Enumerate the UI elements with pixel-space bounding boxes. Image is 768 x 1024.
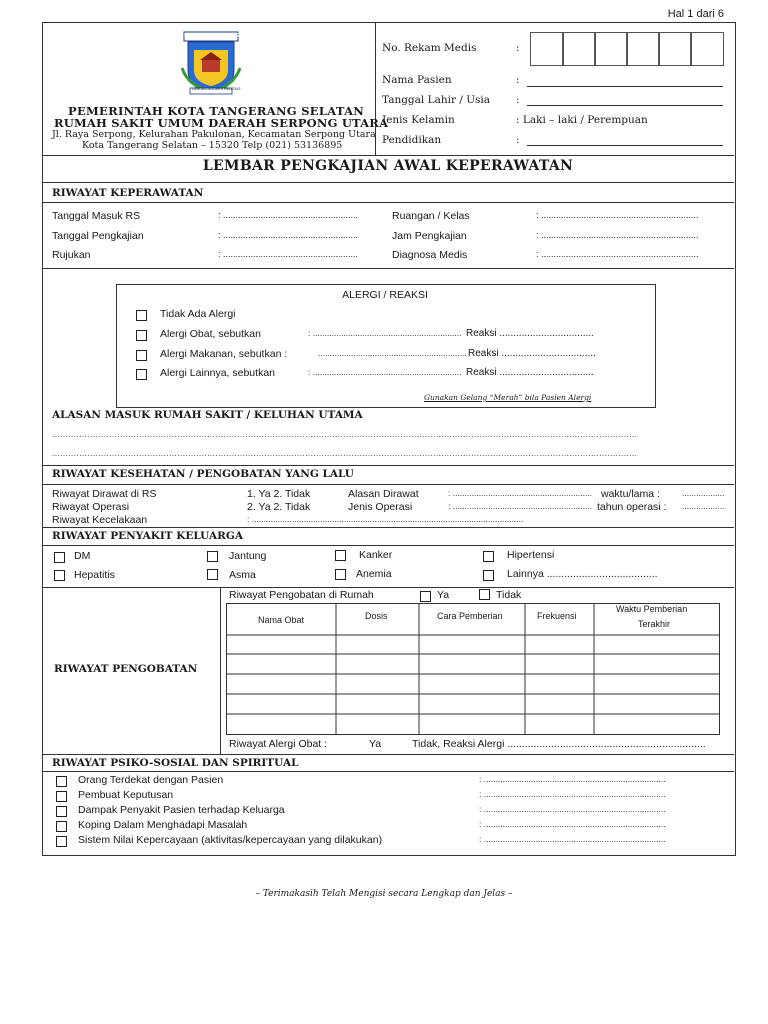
rujukan-label: Rujukan [52,249,91,261]
alergi-title: ALERGI / REAKSI [342,289,428,301]
alergi-obat-riwayat-label: Riwayat Alergi Obat : [229,738,328,750]
waktu-lama-label: waktu/lama : [601,488,660,500]
divider [42,527,734,528]
checkbox-kanker[interactable] [335,550,346,561]
alergi-obat-field[interactable]: : ............................................................... [308,328,462,338]
checkbox-dampak-penyakit[interactable] [56,806,67,817]
pendidikan-label: Pendidikan [382,134,442,146]
jam-label: Jam Pengkajian [392,230,467,242]
checkbox-alergi-obat[interactable] [136,330,147,341]
dirawat-options[interactable]: 1. Ya 2. Tidak [247,488,311,500]
psiko-sosial-heading: RIWAYAT PSIKO-SOSIAL DAN SPIRITUAL [52,757,299,769]
tgl-pengkajian-field[interactable]: : ...................................................... [218,230,359,240]
tgl-masuk-label: Tanggal Masuk RS [52,210,141,222]
diagnosa-field[interactable]: : ............................................................... [536,249,699,259]
jenis-operasi-label: Jenis Operasi [348,501,413,513]
diagnosa-label: Diagnosa Medis [392,249,468,261]
alergi-obat-tidak[interactable]: Tidak, Reaksi Alergi .................................................................... [412,738,706,750]
psiko-field[interactable]: : ............................................................................. [479,789,666,799]
jenis-kelamin-value: : Laki – laki / Perempuan [516,114,648,126]
ruangan-field[interactable]: : ............................................................... [536,210,699,220]
alergi-makanan-label: Alergi Makanan, sebutkan : [160,348,288,360]
psiko-field[interactable]: : ............................................................................. [479,804,666,814]
alasan-dirawat-field[interactable]: : ........................................................... [448,488,593,498]
rekam-medis-digit[interactable] [626,32,660,66]
form-title: LEMBAR PENGKAJIAN AWAL KEPERAWATAN [202,158,574,174]
checkbox-hipertensi[interactable] [483,551,494,562]
pengobatan-tidak-label: Tidak [496,589,522,601]
pengobatan-divider [220,587,221,754]
pengobatan-rumah-label: Riwayat Pengobatan di Rumah [229,589,374,601]
colon: : [516,134,520,146]
rekam-medis-digit[interactable] [658,32,692,66]
footer-note: – Terimakasih Telah Mengisi secara Lengkap dan Jelas – [255,889,513,899]
col-nama-obat: Nama Obat [258,615,305,625]
checkbox-hepatitis[interactable] [54,570,65,581]
logo-text-bottom: CERDAS MODERN RELIGIUS [192,87,241,91]
divider [42,202,734,203]
dirawat-label: Riwayat Dirawat di RS [52,488,157,500]
divider [42,484,734,485]
checkbox-lainnya[interactable] [483,570,494,581]
dm-label: DM [74,550,91,562]
alergi-lainnya-label: Alergi Lainnya, sebutkan [160,367,275,379]
psiko-field[interactable]: : ............................................................................. [479,834,666,844]
address-line-2: Kota Tangerang Selatan – 15320 Telp (021) 53136895 [82,140,343,151]
operasi-options[interactable]: 2. Ya 2. Tidak [247,501,311,513]
jantung-label: Jantung [229,550,267,562]
jenis-kelamin-label: Jenis Kelamin [382,114,455,126]
psiko-item: Pembuat Keputusan [78,789,174,801]
colon: : [516,74,520,86]
checkbox-pengobatan-tidak[interactable] [479,589,490,600]
checkbox-anemia[interactable] [335,569,346,580]
keluhan-line-2[interactable]: ....................................................................................................................................................................................................................... [52,449,638,458]
divider [42,754,734,755]
rujukan-field[interactable]: : ...................................................... [218,249,359,259]
divider [42,545,734,546]
rekam-medis-digit[interactable] [562,32,596,66]
riwayat-pengobatan-heading: RIWAYAT PENGOBATAN [54,663,198,675]
col-dosis: Dosis [365,611,388,621]
col-waktu-pemberian: Waktu Pemberian [616,604,688,614]
page-number: Hal 1 dari 6 [667,8,724,20]
checkbox-orang-terdekat[interactable] [56,776,67,787]
hospital-name: RUMAH SAKIT UMUM DAERAH SERPONG UTARA [54,116,389,130]
checkbox-alergi-makanan[interactable] [136,350,147,361]
reaksi-lainnya-field[interactable]: Reaksi .................................. [466,367,594,378]
nama-pasien-field[interactable] [527,86,723,87]
checkbox-tidak-ada-alergi[interactable] [136,310,147,321]
alergi-obat-ya[interactable]: Ya [369,738,382,750]
address-line-1: Jl. Raya Serpong, Kelurahan Pakulonan, Kecamatan Serpong Utara [52,129,376,140]
psiko-item: Koping Dalam Menghadapi Masalah [78,819,248,831]
tgl-pengkajian-label: Tanggal Pengkajian [52,230,144,242]
checkbox-dm[interactable] [54,552,65,563]
psiko-field[interactable]: : ............................................................................. [479,774,666,784]
divider [42,587,734,588]
gelang-merah-note: Gunakan Gelang “Merah” bila Pasien Alergi [424,393,592,402]
rekam-medis-digit[interactable] [530,32,564,66]
divider [42,465,734,466]
lainnya-label[interactable]: Lainnya ...................................... [507,568,658,580]
checkbox-pembuat-keputusan[interactable] [56,791,67,802]
colon: : [516,42,520,54]
logo-text-top: KOTA TANGERANG SELATAN [184,33,256,39]
alergi-makanan-field[interactable]: ............................................................... [318,348,467,358]
allergy-box [116,284,656,408]
operasi-label: Riwayat Operasi [52,501,130,513]
psiko-item: Sistem Nilai Kepercayaan (aktivitas/kepercayaan yang dilakukan) [78,834,383,846]
gov-name: PEMERINTAH KOTA TANGERANG SELATAN [68,104,365,118]
psiko-item: Orang Terdekat dengan Pasien [78,774,224,786]
waktu-lama-field[interactable]: .................. [682,488,725,498]
pendidikan-field[interactable] [527,145,723,146]
kecelakaan-label: Riwayat Kecelakaan [52,514,148,526]
divider [42,268,734,269]
rekam-medis-digit[interactable] [594,32,628,66]
jam-field[interactable]: : ............................................................... [536,230,699,240]
hepatitis-label: Hepatitis [74,569,115,581]
checkbox-alergi-lainnya[interactable] [136,369,147,380]
riwayat-kesehatan-heading: RIWAYAT KESEHATAN / PENGOBATAN YANG LALU [52,468,354,480]
tanggal-lahir-field[interactable] [527,105,723,106]
hipertensi-label: Hipertensi [507,549,555,561]
checkbox-sistem-nilai[interactable] [56,836,67,847]
riwayat-keperawatan-heading: RIWAYAT KEPERAWATAN [52,187,204,199]
reaksi-makanan-field[interactable]: Reaksi .................................. [468,348,596,359]
anemia-label: Anemia [356,568,392,580]
alergi-obat-label: Alergi Obat, sebutkan [160,328,261,340]
ruangan-label: Ruangan / Kelas [392,210,470,222]
jenis-operasi-field[interactable]: : ........................................................... [448,501,593,511]
psiko-item: Dampak Penyakit Pasien terhadap Keluarga [78,804,285,816]
tahun-operasi-field[interactable]: .................. [682,501,725,511]
kecelakaan-field[interactable]: : ................................................................................................................... [247,514,524,524]
checkbox-jantung[interactable] [207,551,218,562]
kanker-label: Kanker [359,549,393,561]
col-frekuensi: Frekuensi [537,611,577,621]
alergi-lainnya-field[interactable]: : ............................................................... [308,367,462,377]
divider [42,182,734,183]
alasan-masuk-heading: ALASAN MASUK RUMAH SAKIT / KELUHAN UTAMA [52,409,363,421]
divider [42,155,734,156]
divider [42,771,734,772]
asma-label: Asma [229,569,256,581]
alasan-dirawat-label: Alasan Dirawat [348,488,419,500]
psiko-field[interactable]: : ............................................................................. [479,819,666,829]
tgl-masuk-field[interactable]: : ...................................................... [218,210,359,220]
checkbox-koping[interactable] [56,821,67,832]
colon: : [516,94,520,106]
tahun-operasi-label: tahun operasi : [597,501,667,513]
checkbox-asma[interactable] [207,569,218,580]
penyakit-keluarga-heading: RIWAYAT PENYAKIT KELUARGA [52,530,243,542]
nama-pasien-label: Nama Pasien [382,74,452,86]
tanggal-lahir-label: Tanggal Lahir / Usia [382,94,491,106]
reaksi-obat-field[interactable]: Reaksi .................................. [466,328,594,339]
checkbox-pengobatan-ya[interactable] [420,591,431,602]
rekam-medis-digit[interactable] [690,32,724,66]
pengobatan-ya-label: Ya [437,589,450,601]
keluhan-line-1[interactable]: ....................................................................................................................................................................................................................... [52,430,638,439]
col-cara-pemberian: Cara Pemberian [437,611,503,621]
col-terakhir: Terakhir [638,619,671,629]
tidak-ada-alergi-label: Tidak Ada Alergi [160,308,236,320]
rekam-medis-label: No. Rekam Medis [382,42,477,54]
